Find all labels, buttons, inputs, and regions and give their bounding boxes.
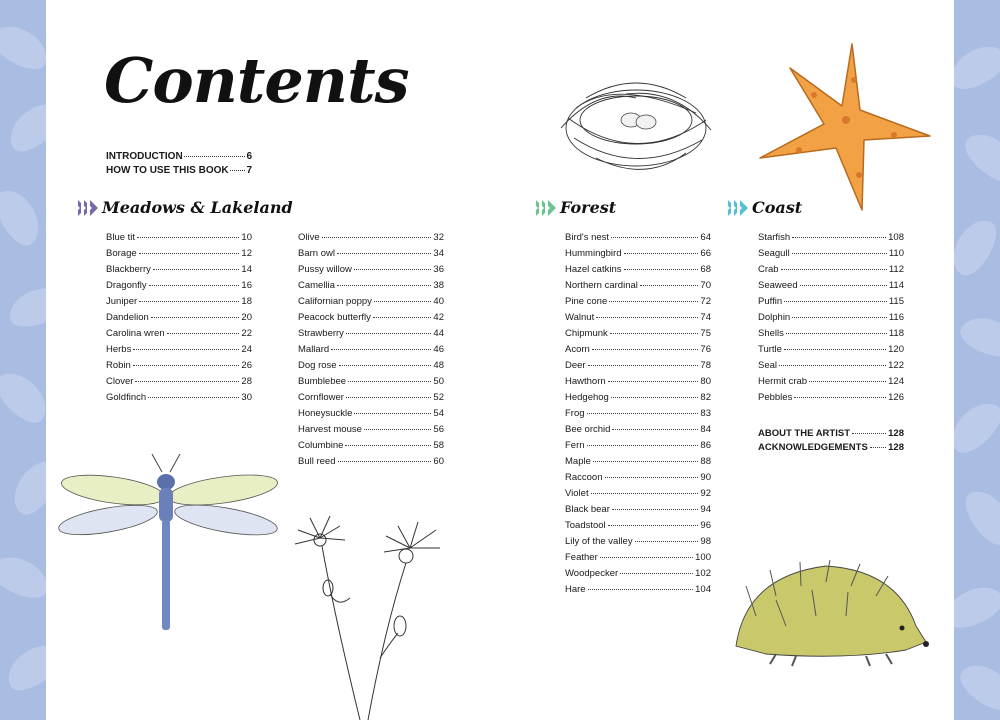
cornflower-illustration bbox=[290, 508, 452, 720]
entry-label: Hazel catkins bbox=[565, 264, 622, 275]
dot-leader bbox=[588, 365, 699, 366]
entry-page-number: 66 bbox=[700, 248, 711, 259]
entry-page-number: 128 bbox=[888, 428, 904, 439]
meadows-list-column-1 bbox=[106, 230, 252, 406]
entry-label: ACKNOWLEDGEMENTS bbox=[758, 442, 868, 453]
right-decorative-border bbox=[954, 0, 1000, 720]
entry-label: Robin bbox=[106, 360, 131, 371]
entry-page-number: 16 bbox=[241, 280, 252, 291]
entry-label: Dragonfly bbox=[106, 280, 147, 291]
entry-label: Cornflower bbox=[298, 392, 344, 403]
entry-label: Hermit crab bbox=[758, 376, 808, 387]
entry-page-number: 108 bbox=[888, 232, 904, 243]
entry-label: Walnut bbox=[565, 312, 595, 323]
entry-label: Maple bbox=[565, 456, 591, 467]
entry-page-number: 74 bbox=[700, 312, 711, 323]
toc-entry[interactable] bbox=[758, 278, 904, 294]
dot-leader bbox=[587, 413, 699, 414]
section-header-forest bbox=[536, 198, 616, 217]
dot-leader bbox=[346, 333, 431, 334]
chevron-arrows-icon bbox=[728, 200, 746, 216]
entry-label: Violet bbox=[565, 488, 589, 499]
entry-page-number: 52 bbox=[433, 392, 444, 403]
toc-entry[interactable] bbox=[758, 390, 904, 406]
entry-page-number: 128 bbox=[888, 442, 904, 453]
dot-leader bbox=[338, 461, 432, 462]
entry-label: Bumblebee bbox=[298, 376, 347, 387]
entry-label: Carolina wren bbox=[106, 328, 165, 339]
dot-leader bbox=[587, 445, 699, 446]
toc-entry[interactable] bbox=[298, 358, 444, 374]
entry-label: Fern bbox=[565, 440, 585, 451]
dot-leader bbox=[635, 541, 699, 542]
entry-page-number: 80 bbox=[700, 376, 711, 387]
entry-label: Shells bbox=[758, 328, 784, 339]
dot-leader bbox=[139, 253, 240, 254]
meadows-list-column-2 bbox=[298, 230, 444, 470]
dot-leader bbox=[133, 349, 239, 350]
entry-page-number: 90 bbox=[700, 472, 711, 483]
toc-entry[interactable] bbox=[565, 374, 711, 390]
entry-label: Turtle bbox=[758, 344, 782, 355]
entry-label: Toadstool bbox=[565, 520, 606, 531]
entry-page-number: 34 bbox=[433, 248, 444, 259]
entry-page-number: 82 bbox=[700, 392, 711, 403]
dot-leader bbox=[348, 381, 431, 382]
entry-page-number: 110 bbox=[888, 248, 904, 259]
toc-entry[interactable] bbox=[758, 427, 904, 441]
dragonfly-illustration bbox=[58, 452, 282, 632]
toc-entry[interactable] bbox=[565, 470, 711, 486]
toc-entry[interactable] bbox=[106, 342, 252, 358]
entry-label: Crab bbox=[758, 264, 779, 275]
entry-label: Seaweed bbox=[758, 280, 798, 291]
toc-entry[interactable] bbox=[298, 310, 444, 326]
toc-entry[interactable] bbox=[565, 502, 711, 518]
dot-leader bbox=[373, 317, 432, 318]
dot-leader bbox=[149, 285, 240, 286]
dot-leader bbox=[153, 269, 240, 270]
toc-entry[interactable] bbox=[565, 454, 711, 470]
toc-entry[interactable]: INTRODUCTION 6 bbox=[106, 151, 252, 162]
toc-entry[interactable] bbox=[758, 326, 904, 342]
dot-leader bbox=[800, 285, 887, 286]
entry-label: Dog rose bbox=[298, 360, 337, 371]
toc-entry[interactable] bbox=[565, 358, 711, 374]
dot-leader bbox=[779, 365, 886, 366]
toc-entry[interactable] bbox=[565, 422, 711, 438]
entry-page-number: 20 bbox=[241, 312, 252, 323]
dot-leader bbox=[784, 301, 887, 302]
toc-entry[interactable] bbox=[106, 294, 252, 310]
entry-page-number: 24 bbox=[241, 344, 252, 355]
dot-leader bbox=[151, 317, 240, 318]
dot-leader bbox=[611, 397, 699, 398]
starfish-illustration bbox=[754, 40, 934, 212]
hedgehog-illustration bbox=[726, 556, 932, 668]
dot-leader bbox=[611, 237, 698, 238]
dot-leader bbox=[591, 493, 699, 494]
entry-label: Mallard bbox=[298, 344, 330, 355]
entry-page-number: 56 bbox=[433, 424, 444, 435]
chevron-arrows-icon bbox=[536, 200, 554, 216]
page-title: Contents bbox=[104, 44, 409, 117]
dot-leader bbox=[640, 285, 699, 286]
dot-leader bbox=[870, 447, 886, 448]
toc-entry[interactable] bbox=[565, 262, 711, 278]
entry-page-number: 104 bbox=[695, 584, 711, 595]
entry-page-number: 83 bbox=[700, 408, 711, 419]
dot-leader bbox=[612, 509, 699, 510]
toc-entry[interactable] bbox=[758, 246, 904, 262]
dot-leader bbox=[784, 349, 886, 350]
entry-label: Dandelion bbox=[106, 312, 149, 323]
toc-entry[interactable] bbox=[298, 326, 444, 342]
toc-entry[interactable] bbox=[298, 262, 444, 278]
toc-entry[interactable] bbox=[758, 310, 904, 326]
toc-entry[interactable] bbox=[758, 294, 904, 310]
dot-leader bbox=[346, 397, 431, 398]
toc-entry[interactable] bbox=[106, 390, 252, 406]
toc-entry[interactable] bbox=[565, 550, 711, 566]
toc-entry[interactable] bbox=[758, 374, 904, 390]
entry-label: Hedgehog bbox=[565, 392, 609, 403]
entry-page-number: 22 bbox=[241, 328, 252, 339]
dot-leader bbox=[609, 301, 698, 302]
entry-label: Bird's nest bbox=[565, 232, 610, 243]
entry-page-number: 112 bbox=[888, 264, 904, 275]
section-title: Meadows & Lakeland bbox=[102, 198, 293, 217]
entry-page-number: 70 bbox=[700, 280, 711, 291]
entry-label: Black bear bbox=[565, 504, 610, 515]
toc-entry[interactable] bbox=[298, 390, 444, 406]
entry-page-number: 118 bbox=[888, 328, 904, 339]
entry-label: Blackberry bbox=[106, 264, 151, 275]
entry-page-number: 10 bbox=[241, 232, 252, 243]
entry-label: Goldfinch bbox=[106, 392, 147, 403]
toc-entry[interactable] bbox=[565, 278, 711, 294]
entry-label: Clover bbox=[106, 376, 134, 387]
section-title: Coast bbox=[752, 198, 803, 217]
toc-entry[interactable] bbox=[298, 454, 444, 470]
dot-leader bbox=[354, 269, 432, 270]
toc-entry[interactable] bbox=[565, 326, 711, 342]
entry-page-number: 94 bbox=[700, 504, 711, 515]
toc-entry[interactable] bbox=[758, 230, 904, 246]
entry-page-number: 36 bbox=[433, 264, 444, 275]
dot-leader bbox=[331, 349, 431, 350]
entry-label: Strawberry bbox=[298, 328, 344, 339]
toc-entry[interactable] bbox=[758, 342, 904, 358]
toc-entry[interactable] bbox=[106, 246, 252, 262]
toc-entry[interactable] bbox=[565, 246, 711, 262]
entry-page-number: 100 bbox=[695, 552, 711, 563]
dot-leader bbox=[624, 269, 699, 270]
entry-label: Raccoon bbox=[565, 472, 603, 483]
entry-label: Deer bbox=[565, 360, 586, 371]
entry-label: Honeysuckle bbox=[298, 408, 353, 419]
dot-leader bbox=[794, 397, 886, 398]
toc-entry[interactable] bbox=[565, 582, 711, 598]
toc-entry[interactable] bbox=[298, 294, 444, 310]
entry-label: Chipmunk bbox=[565, 328, 608, 339]
toc-entry[interactable] bbox=[565, 518, 711, 534]
entry-label: Barn owl bbox=[298, 248, 335, 259]
entry-page-number: 12 bbox=[241, 248, 252, 259]
toc-entry[interactable] bbox=[565, 310, 711, 326]
dot-leader bbox=[620, 573, 693, 574]
entry-page-number: 102 bbox=[695, 568, 711, 579]
entry-page-number: 38 bbox=[433, 280, 444, 291]
entry-page-number: 75 bbox=[700, 328, 711, 339]
entry-label: Dolphin bbox=[758, 312, 791, 323]
dot-leader bbox=[339, 365, 432, 366]
dot-leader bbox=[792, 317, 887, 318]
entry-label: Woodpecker bbox=[565, 568, 619, 579]
entry-page-number: 18 bbox=[241, 296, 252, 307]
entry-label: Hummingbird bbox=[565, 248, 622, 259]
entry-page-number: 46 bbox=[433, 344, 444, 355]
dot-leader bbox=[337, 285, 431, 286]
toc-entry[interactable] bbox=[106, 230, 252, 246]
dot-leader bbox=[322, 237, 432, 238]
entry-label: Californian poppy bbox=[298, 296, 372, 307]
front-matter-list bbox=[106, 150, 252, 178]
entry-page-number: 60 bbox=[433, 456, 444, 467]
dot-leader bbox=[786, 333, 887, 334]
entry-page-number: 96 bbox=[700, 520, 711, 531]
dot-leader bbox=[137, 237, 239, 238]
toc-entry[interactable] bbox=[298, 422, 444, 438]
entry-label: Feather bbox=[565, 552, 598, 563]
toc-entry[interactable] bbox=[298, 438, 444, 454]
dot-leader bbox=[588, 589, 694, 590]
dot-leader bbox=[133, 365, 240, 366]
entry-page-number: 98 bbox=[700, 536, 711, 547]
entry-label: Pine cone bbox=[565, 296, 608, 307]
dot-leader bbox=[593, 461, 699, 462]
dot-leader bbox=[148, 397, 239, 398]
entry-page-number: 88 bbox=[700, 456, 711, 467]
entry-label: Juniper bbox=[106, 296, 138, 307]
entry-label: Camellia bbox=[298, 280, 335, 291]
entry-page-number: 30 bbox=[241, 392, 252, 403]
toc-entry[interactable] bbox=[565, 534, 711, 550]
toc-entry[interactable] bbox=[106, 326, 252, 342]
dot-leader bbox=[792, 253, 887, 254]
entry-page-number: 40 bbox=[433, 296, 444, 307]
toc-entry[interactable] bbox=[565, 406, 711, 422]
entry-page-number: 86 bbox=[700, 440, 711, 451]
dot-leader bbox=[781, 269, 887, 270]
entry-page-number: 26 bbox=[241, 360, 252, 371]
dot-leader bbox=[600, 557, 693, 558]
toc-entry[interactable] bbox=[298, 278, 444, 294]
entry-page-number: 122 bbox=[888, 360, 904, 371]
entry-page-number: 58 bbox=[433, 440, 444, 451]
entry-page-number: 50 bbox=[433, 376, 444, 387]
entry-page-number: 84 bbox=[700, 424, 711, 435]
toc-entry[interactable] bbox=[298, 406, 444, 422]
entry-label: Harvest mouse bbox=[298, 424, 362, 435]
entry-page-number: 48 bbox=[433, 360, 444, 371]
entry-label: Northern cardinal bbox=[565, 280, 638, 291]
entry-label: Borage bbox=[106, 248, 137, 259]
entry-label: Puffin bbox=[758, 296, 783, 307]
entry-page-number: 124 bbox=[888, 376, 904, 387]
section-title: Forest bbox=[560, 198, 617, 217]
toc-entry[interactable] bbox=[298, 246, 444, 262]
toc-entry[interactable] bbox=[298, 374, 444, 390]
dot-leader bbox=[610, 333, 699, 334]
entry-page-number: 126 bbox=[888, 392, 904, 403]
dot-leader bbox=[852, 433, 886, 434]
entry-label: Lily of the valley bbox=[565, 536, 633, 547]
toc-entry[interactable] bbox=[298, 342, 444, 358]
entry-label: Herbs bbox=[106, 344, 132, 355]
dot-leader bbox=[364, 429, 432, 430]
toc-entry[interactable] bbox=[565, 342, 711, 358]
dot-leader bbox=[592, 349, 699, 350]
forest-list bbox=[565, 230, 711, 598]
toc-entry[interactable] bbox=[565, 486, 711, 502]
dot-leader bbox=[139, 301, 239, 302]
entry-label: ABOUT THE ARTIST bbox=[758, 428, 851, 439]
entry-label: Acorn bbox=[565, 344, 590, 355]
left-decorative-border bbox=[0, 0, 46, 720]
dot-leader bbox=[624, 253, 699, 254]
toc-entry[interactable] bbox=[106, 262, 252, 278]
entry-label: Seal bbox=[758, 360, 778, 371]
entry-page-number: 115 bbox=[888, 296, 904, 307]
entry-page-number: 114 bbox=[888, 280, 904, 291]
entry-page-number: 14 bbox=[241, 264, 252, 275]
dot-leader bbox=[809, 381, 886, 382]
entry-label: Bee orchid bbox=[565, 424, 611, 435]
section-header-meadows bbox=[78, 198, 293, 217]
entry-label: Olive bbox=[298, 232, 320, 243]
entry-page-number: 78 bbox=[700, 360, 711, 371]
entry-page-number: 68 bbox=[700, 264, 711, 275]
entry-label: Peacock butterfly bbox=[298, 312, 371, 323]
dot-leader bbox=[608, 525, 699, 526]
toc-entry[interactable]: HOW TO USE THIS BOOK 7 bbox=[106, 165, 252, 176]
entry-page-number: 42 bbox=[433, 312, 444, 323]
entry-label: Blue tit bbox=[106, 232, 136, 243]
toc-entry[interactable] bbox=[565, 566, 711, 582]
dot-leader bbox=[605, 477, 699, 478]
entry-page-number: 54 bbox=[433, 408, 444, 419]
dot-leader bbox=[345, 445, 431, 446]
toc-entry[interactable] bbox=[758, 441, 904, 455]
dot-leader bbox=[135, 381, 239, 382]
toc-entry[interactable] bbox=[106, 374, 252, 390]
chevron-arrows-icon bbox=[78, 200, 96, 216]
entry-label: Pussy willow bbox=[298, 264, 352, 275]
entry-page-number: 120 bbox=[888, 344, 904, 355]
nest-illustration bbox=[556, 58, 716, 188]
entry-page-number: 44 bbox=[433, 328, 444, 339]
entry-label: Frog bbox=[565, 408, 585, 419]
toc-entry[interactable] bbox=[565, 390, 711, 406]
entry-page-number: 32 bbox=[433, 232, 444, 243]
toc-entry[interactable] bbox=[565, 438, 711, 454]
toc-entry[interactable] bbox=[565, 294, 711, 310]
entry-label: Bull reed bbox=[298, 456, 336, 467]
coast-list bbox=[758, 230, 904, 406]
back-matter-list bbox=[758, 427, 904, 455]
toc-entry[interactable] bbox=[106, 310, 252, 326]
entry-page-number: 64 bbox=[700, 232, 711, 243]
entry-label: Seagull bbox=[758, 248, 790, 259]
dot-leader bbox=[167, 333, 240, 334]
contents-page bbox=[46, 0, 954, 720]
toc-entry[interactable] bbox=[758, 358, 904, 374]
dot-leader bbox=[596, 317, 698, 318]
dot-leader bbox=[792, 237, 886, 238]
dot-leader bbox=[337, 253, 431, 254]
entry-page-number: 92 bbox=[700, 488, 711, 499]
dot-leader bbox=[608, 381, 699, 382]
entry-label: Hawthorn bbox=[565, 376, 606, 387]
toc-entry[interactable] bbox=[565, 230, 711, 246]
entry-label: Pebbles bbox=[758, 392, 793, 403]
entry-page-number: 72 bbox=[700, 296, 711, 307]
toc-entry[interactable] bbox=[758, 262, 904, 278]
toc-entry[interactable] bbox=[298, 230, 444, 246]
dot-leader bbox=[612, 429, 698, 430]
entry-label: Columbine bbox=[298, 440, 344, 451]
toc-entry[interactable] bbox=[106, 278, 252, 294]
entry-label: Starfish bbox=[758, 232, 791, 243]
entry-label: Hare bbox=[565, 584, 586, 595]
entry-page-number: 76 bbox=[700, 344, 711, 355]
dot-leader bbox=[374, 301, 431, 302]
entry-page-number: 28 bbox=[241, 376, 252, 387]
dot-leader bbox=[354, 413, 431, 414]
toc-entry[interactable] bbox=[106, 358, 252, 374]
entry-page-number: 116 bbox=[888, 312, 904, 323]
